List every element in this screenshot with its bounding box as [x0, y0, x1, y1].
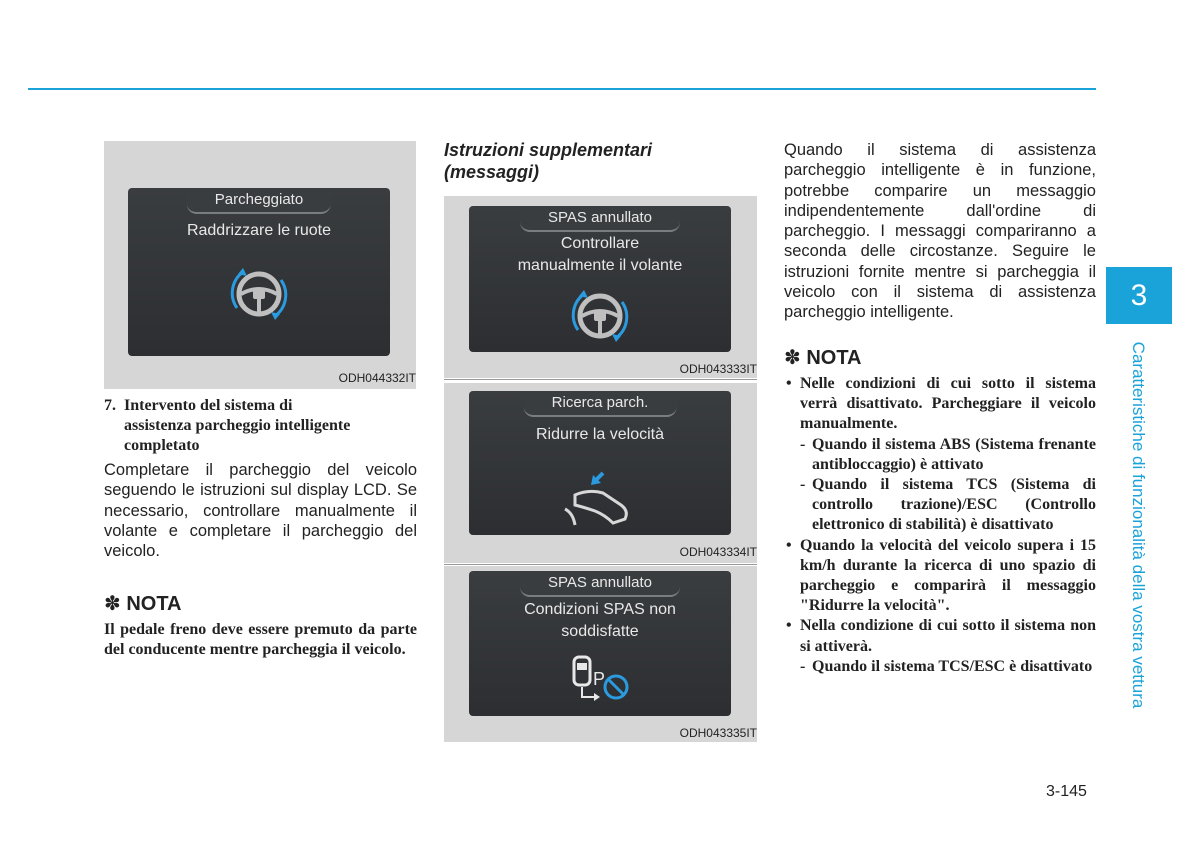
header-rule	[28, 88, 1096, 90]
lcd-message-line1: Condizioni SPAS non	[524, 601, 676, 618]
section-title-line1: Istruzioni supplementari	[444, 140, 653, 160]
nota-text-left: Il pedale freno deve essere premuto da parte del conducente mentre parcheggia il veicolo.	[104, 621, 417, 659]
parking-disabled-icon	[560, 651, 640, 707]
chapter-title: Caratteristiche di funzionalità della vostra vettura	[1129, 341, 1148, 708]
nota-heading-left: ✽ NOTA	[104, 593, 182, 615]
step-text: Completare il parcheggio del veicolo seguendo le istruzioni sul display LCD. Se necessario, controllare manualmente il volante e completare il parcheggio del veicolo.	[104, 461, 417, 561]
svg-text:P: P	[593, 669, 606, 689]
nota-sub-item: - Quando il sistema ABS (Sistema frenante antibloccaggio) è attivato	[800, 435, 1096, 475]
step-title	[104, 396, 419, 456]
lcd-screen	[469, 571, 731, 716]
nota-bullet	[784, 374, 1096, 536]
lcd-message-line2: soddisfatte	[561, 623, 639, 640]
figure-divider	[444, 564, 757, 565]
lcd-screen	[469, 206, 731, 352]
figure-divider	[444, 379, 757, 380]
nota-bullet	[784, 616, 1096, 677]
step-title-rest: assistenza parcheggio intelligente completato	[124, 417, 351, 454]
bullet-text: Nella condizione di cui sotto il sistema non si attiverà.	[800, 617, 1096, 655]
figure-reduce-speed	[444, 383, 757, 563]
intro-text: Quando il sistema di assistenza parcheggio intelligente è in funzione, potrebbe comparire un messaggio indipendentemente dall'ordine di parcheggio. I messaggi compariranno a seconda delle circostanze. Seguire le istruzioni fornite mentre si parcheggia il veicolo con il sistema di assistenza parcheggio intelligente.	[784, 141, 1096, 322]
lcd-message: Raddrizzare le ruote	[186, 222, 332, 239]
steering-wheel-icon	[560, 284, 640, 348]
figure-code: ODH043335IT	[679, 726, 757, 740]
figure-code: ODH044332IT	[338, 371, 416, 385]
nota-sub-item: - Quando il sistema TCS (Sistema di controllo trazione)/ESC (Controllo elettronico di stabilità) è disattivato	[800, 475, 1096, 536]
step-title-line1: Intervento del sistema di	[124, 397, 293, 414]
figure-code: ODH043334IT	[679, 545, 757, 559]
brake-pedal-icon	[555, 465, 645, 529]
lcd-message-line1: Controllare	[560, 235, 640, 252]
chapter-number-tab: 3	[1106, 267, 1172, 324]
lcd-tab: Ricerca parch.	[524, 391, 677, 417]
step-number: 7.	[104, 397, 116, 414]
lcd-message: Ridurre la velocità	[535, 426, 665, 443]
lcd-message-line2: manualmente il volante	[517, 257, 683, 274]
lcd-screen	[128, 188, 390, 356]
nota-sub-item: - Quando il sistema TCS/ESC è disattivato	[800, 657, 1096, 677]
figure-code: ODH043333IT	[679, 362, 757, 376]
steering-wheel-icon	[219, 262, 299, 326]
figure-spas-conditions	[444, 566, 757, 742]
figure-parked	[104, 141, 416, 389]
nota-list-right	[784, 374, 1096, 677]
lcd-tab: SPAS annullato	[520, 206, 680, 232]
lcd-tab: Parcheggiato	[187, 188, 331, 214]
nota-heading-right: ✽ NOTA	[784, 347, 862, 369]
lcd-screen	[469, 391, 731, 535]
figure-spas-cancelled-steering	[444, 196, 757, 378]
section-title	[444, 139, 744, 183]
bullet-text: Nelle condizioni di cui sotto il sistema verrà disattivato. Parcheggiare il veicolo manualmente.	[800, 375, 1096, 433]
chapter-title-wrap	[1118, 332, 1158, 717]
lcd-tab: SPAS annullato	[520, 571, 680, 597]
page-number: 3-145	[1046, 783, 1087, 800]
nota-bullet: • Quando la velocità del veicolo supera i 15 km/h durante la ricerca di uno spazio di parcheggio e comparirà il messaggio "Ridurre la velocità".	[784, 536, 1096, 617]
section-title-line2: (messaggi)	[444, 162, 540, 182]
